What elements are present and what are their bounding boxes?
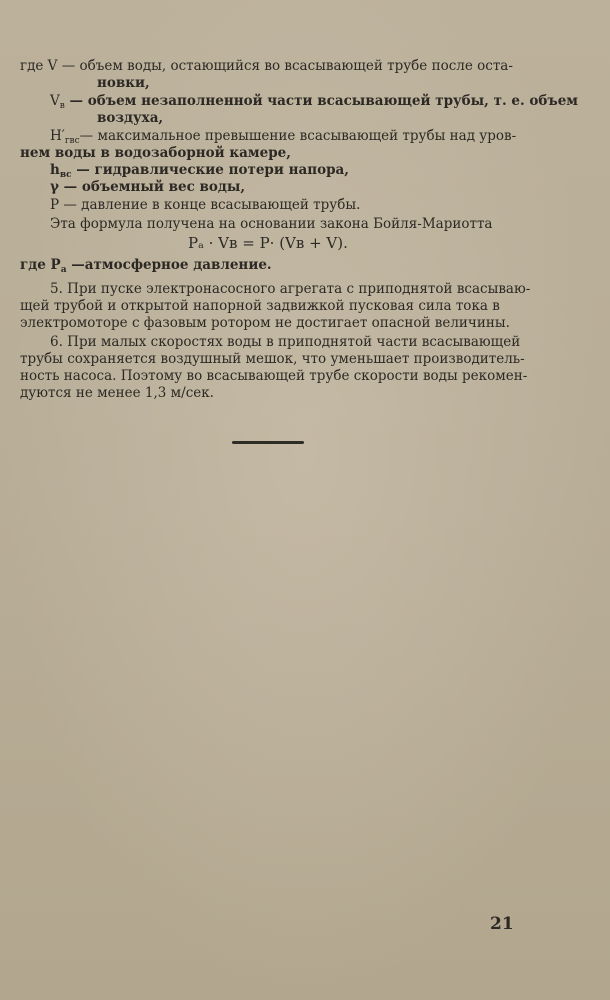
- symbol: P: [50, 197, 60, 213]
- subscript: вс: [59, 170, 72, 180]
- def-p-line: [50, 197, 360, 214]
- definition-text: — давление в конце всасывающей трубы.: [59, 197, 361, 213]
- note-prefix: где P: [20, 257, 61, 273]
- def-v-line2: новки,: [97, 75, 150, 91]
- symbol: V: [50, 93, 60, 109]
- symbol: γ: [50, 179, 59, 195]
- definition-text: — гидравлические потери напора,: [71, 162, 349, 178]
- boyle-mariotte-formula: Pₐ · Vв = P· (Vв + V).: [188, 234, 348, 252]
- formula-intro: Эта формула получена на основании закона Бойля-Мариотта: [50, 216, 493, 232]
- def-h-line2: нем воды в водозаборной камере,: [20, 145, 291, 161]
- subscript: гвс: [64, 136, 80, 146]
- para5-line3: электромоторе с фазовым ротором не достигает опасной величины.: [20, 315, 510, 331]
- formula-note: [20, 257, 272, 276]
- section-divider: [232, 441, 304, 444]
- para6-line1: 6. При малых скоростях воды в приподнятой части всасывающей: [50, 334, 521, 350]
- def-gamma-line: [50, 179, 245, 196]
- para6-line2: трубы сохраняется воздушный мешок, что уменьшает производитель-: [20, 351, 525, 367]
- para5-line1: 5. При пуске электронасосного агрегата с приподнятой всасываю-: [50, 281, 531, 297]
- para5-line2: щей трубой и открытой напорной задвижкой пусковая сила тока в: [20, 298, 500, 314]
- para6-line3: ность насоса. Поэтому во всасывающей трубе скорости воды рекомен-: [20, 368, 528, 384]
- definition-text: — объемный вес воды,: [58, 179, 246, 195]
- definition-text: — максимальное превышение всасывающей трубы над уров-: [79, 128, 517, 144]
- para6-line4: дуются не менее 1,3 м/сек.: [20, 385, 214, 401]
- subscript: a: [60, 265, 67, 275]
- def-v-line1: где V — объем воды, остающийся во всасывающей трубе после оста-: [20, 58, 513, 74]
- definition-text: — объем незаполненной части всасывающей трубы, т. е. объем: [64, 93, 579, 109]
- symbol: H′: [50, 128, 65, 144]
- symbol: h: [50, 162, 60, 178]
- def-vv-line2: воздуха,: [97, 110, 164, 126]
- subscript: в: [59, 101, 65, 111]
- note-text: —атмосферное давление.: [66, 257, 272, 273]
- page-number: 21: [490, 914, 514, 934]
